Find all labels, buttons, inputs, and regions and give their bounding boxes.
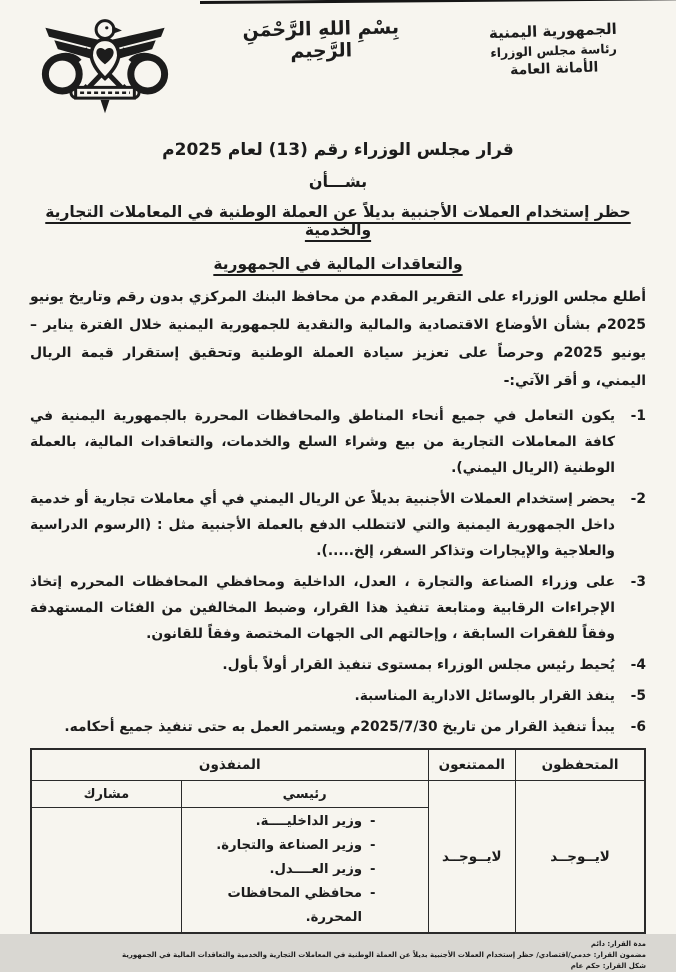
footer-form: شكل القرار: حكم عام [570,962,646,970]
primary-executors-cell [181,808,428,934]
col-header-abstained: الممتنعون [428,749,516,781]
letterhead [460,19,647,80]
item-text: يبدأ تنفيذ القرار من تاريخ 2025/7/30م ويستمر العمل به حتى تنفيذ جميع أحكامه. [64,719,615,735]
abstained-value-cell: لايــوجــد [428,781,516,934]
letterhead-republic: الجمهورية اليمنية [488,19,618,43]
item-number: 2- [630,491,646,507]
item-number: 6- [630,719,646,735]
resolution-item-6 [30,714,646,740]
bullet-dash: - [370,814,376,829]
item-number: 3- [630,574,646,590]
executor-entry [186,858,424,882]
table-subheader-row [31,781,645,808]
bismillah-calligraphy: بِسْمِ اللهِ الرَّحْمَنِ الرَّحِيم [241,16,399,63]
bullet-dash: - [370,886,376,901]
participant-cell [31,808,181,934]
item-number: 1- [630,408,646,424]
resolution-item-1 [30,403,646,481]
table-header-row [31,749,645,781]
item-text: يحضر إستخدام العملات الأجنبية بديلاً عن الريال اليمني في أي معاملات تجارية أو خدمية داخل الجمهورية اليمنية والتي لاتتطلب الدفع بالعملة الأجنبية مثل : (الرسوم الدراسية والعلاجية والإيجارات وتذاكر السفر، إلخ.....). [30,491,615,559]
executor-entry [186,810,424,834]
item-text: يكون التعامل في جميع أنحاء المناطق والمحافظات المحررة بالجمهورية اليمنية في كافة المعاملات التجارية من بيع وشراء السلع والخدمات، والتعاقدات المالية، بالعملة الوطنية (الريال اليمني). [30,408,615,476]
item-text: ينفذ القرار بالوسائل الادارية المناسبة. [354,688,615,704]
executor-name: محافظي المحافظات المحررة. [227,886,363,925]
emblem-container [30,10,180,115]
decree-metadata-footer [30,939,646,972]
item-number: 5- [630,688,646,704]
preamble-paragraph: أطلع مجلس الوزراء على التقرير المقدم من محافظ البنك المركزي بدون رقم وتاريخ يونيو 2025م بشأن الأوضاع الاقتصادية والمالية والنقدية للجمهورية اليمنية خلال الفترة يناير – يونيو 2025م وحرصاً على تعزيز سيادة العملة الوطنية وتحقيق إستقرار قيمة الريال اليمني، و أقر الآتي:- [30,289,646,389]
executor-name: وزير الصناعة والتجارة. [216,838,363,853]
resolution-item-5 [30,683,646,709]
letterhead-general-secretariat: الأمانة العامة [509,59,599,79]
bullet-dash: - [370,838,376,853]
footer-duration: مدة القرار: دائم [590,940,646,948]
col-header-reserved: المتحفظون [516,749,645,781]
item-text: يُحيط رئيس مجلس الوزراء بمستوى تنفيذ القرار أولاً بأول. [222,657,615,673]
subcol-header-primary: رئيسي [181,781,428,808]
executor-name: وزير العــــدل. [269,862,363,877]
bullet-dash: - [370,862,376,877]
decree-title: قرار مجلس الوزراء رقم (13) لعام 2025م [162,140,514,160]
letterhead-cabinet-presidency: رئاسة مجلس الوزراء [490,40,618,61]
resolution-item-4 [30,652,646,678]
resolution-item-2 [30,486,646,564]
subject-line-2: والتعاقدات المالية في الجمهورية [213,255,463,273]
yemen-national-emblem-icon [38,10,172,115]
subject-line-1: حظر إستخدام العملات الأجنبية بديلاً عن العملة الوطنية في المعاملات التجارية والخدمية [45,203,631,239]
executor-entry [186,882,424,930]
regarding-label: بشـــأن [308,172,368,191]
col-header-executors: المنفذون [31,749,428,781]
resolution-item-3 [30,569,646,647]
executor-name: وزير الداخليــــة. [255,814,363,829]
subcol-header-participant: مشارك [31,781,181,808]
item-number: 4- [630,657,646,673]
executor-entry [186,834,424,858]
reserved-value-cell: لايــوجــد [516,781,645,934]
resolution-items [30,403,646,740]
item-text: على وزراء الصناعة والتجارة ، العدل، الداخلية ومحافظي المحافظات المحرره إتخاذ الإجراءات الرقابية ومتابعة تنفيذ هذا القرار، وضبط المخالفين من الفئات المستهدفة وفقاً للفقرات السابقة ، وإحالتهم الى الجهات المختصة وفقاً للقانون. [30,574,615,642]
voting-table [30,748,646,934]
document-header [30,10,646,122]
scan-artifact-line [200,0,676,3]
footer-content-summary: مضمون القرار: خدمي/اقتصادي/ حظر إستخدام العملات الأجنبية بديلاً عن العملة الوطنية في المعاملات التجارية والخدمية والتعاقدات المالية في الجمهورية [121,951,646,959]
